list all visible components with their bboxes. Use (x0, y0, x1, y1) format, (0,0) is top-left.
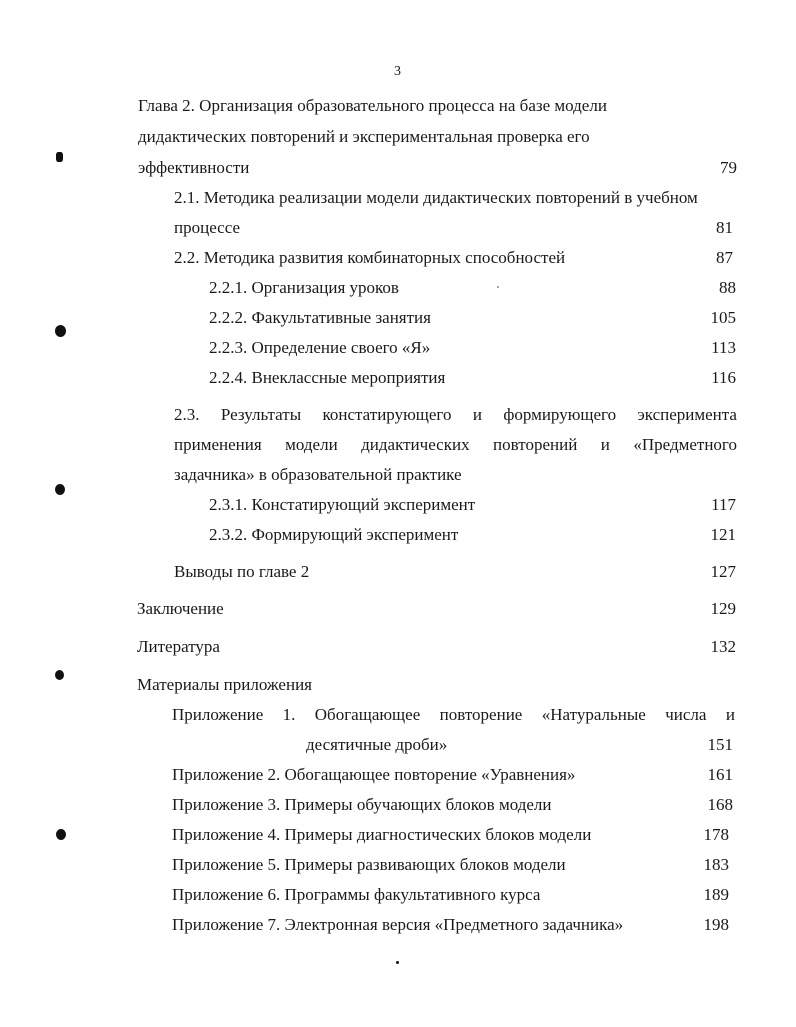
section-2-3-1: 2.3.1. Констатирующий эксперимент (209, 495, 476, 514)
word: и (472, 405, 482, 424)
section-2-3-line-3: задачника» в образовательной практике (174, 465, 462, 484)
section-2-2-3: 2.2.3. Определение своего «Я» (209, 338, 431, 357)
appendix-materials: Материалы приложения (137, 675, 312, 694)
section-2-2-4-page: 116 (711, 368, 736, 387)
appendix-5: Приложение 5. Примеры развивающих блоков модели (172, 855, 566, 874)
section-2-2-1-page: 88 (719, 278, 736, 297)
appendix-7-page: 198 (703, 915, 729, 934)
conclusion: Заключение (137, 599, 224, 618)
word: и (725, 705, 735, 724)
appendix-2: Приложение 2. Обогащающее повторение «Уравнения» (172, 765, 576, 784)
word: Обогащающее (314, 705, 421, 724)
chapter-page: 79 (720, 158, 737, 177)
chapter-title-line-3: эффективности (138, 158, 250, 177)
appendix-3-page: 168 (707, 795, 733, 814)
scan-punch-hole (55, 670, 64, 680)
word: повторений (493, 435, 578, 454)
word: применения (174, 435, 262, 454)
section-2-1-line-1: 2.1. Методика реализации модели дидактических повторений в учебном (174, 188, 698, 207)
appendix-5-page: 183 (703, 855, 729, 874)
scan-punch-hole (55, 484, 65, 495)
section-2-3-1-page: 117 (711, 495, 736, 514)
word: дидактических (361, 435, 470, 454)
section-2-2-2-page: 105 (710, 308, 736, 327)
appendix-1-page: 151 (707, 735, 733, 754)
chapter-conclusions: Выводы по главе 2 (174, 562, 310, 581)
chapter-title-line-1: Глава 2. Организация образовательного процесса на базе модели (138, 96, 607, 115)
section-2-2-2: 2.2.2. Факультативные занятия (209, 308, 431, 327)
section-2-2-page: 87 (716, 248, 733, 267)
scan-punch-hole (55, 325, 66, 337)
word: и (600, 435, 610, 454)
literature-page: 132 (710, 637, 736, 656)
chapter-title-line-2: дидактических повторений и экспериментальная проверка его (138, 127, 590, 146)
conclusion-page: 129 (710, 599, 736, 618)
word: Приложение (172, 705, 264, 724)
word: констатирующего (322, 405, 452, 424)
appendix-3: Приложение 3. Примеры обучающих блоков модели (172, 795, 552, 814)
section-2-2-1: 2.2.1. Организация уроков (209, 278, 399, 297)
word: числа (665, 705, 707, 724)
word: формирующего (503, 405, 617, 424)
scan-speck (56, 152, 63, 162)
section-2-2-4: 2.2.4. Внеклассные мероприятия (209, 368, 446, 387)
word: 1. (282, 705, 296, 724)
word: «Предметного (633, 435, 737, 454)
appendix-1-line-2: десятичные дроби» (306, 735, 448, 754)
scan-speck (396, 961, 399, 964)
section-2-3-line-2 (174, 434, 737, 456)
appendix-6-page: 189 (703, 885, 729, 904)
appendix-2-page: 161 (707, 765, 733, 784)
appendix-6: Приложение 6. Программы факультативного курса (172, 885, 541, 904)
word: повторение (439, 705, 523, 724)
literature: Литература (137, 637, 220, 656)
scan-punch-hole (56, 829, 66, 840)
word: 2.3. (174, 405, 200, 424)
section-2-2: 2.2. Методика развития комбинаторных способностей (174, 248, 566, 267)
scan-speck (497, 286, 499, 288)
word: «Натуральные (541, 705, 646, 724)
word: модели (285, 435, 338, 454)
word: эксперимента (637, 405, 737, 424)
appendix-1-line-1 (172, 704, 735, 726)
section-2-1-line-2: процессе (174, 218, 241, 237)
word: Результаты (220, 405, 302, 424)
section-2-3-line-1 (174, 404, 737, 426)
appendix-4: Приложение 4. Примеры диагностических блоков модели (172, 825, 592, 844)
appendix-7: Приложение 7. Электронная версия «Предметного задачника» (172, 915, 624, 934)
section-2-3-2-page: 121 (710, 525, 736, 544)
chapter-conclusions-page: 127 (710, 562, 736, 581)
section-2-2-3-page: 113 (711, 338, 736, 357)
section-2-1-page: 81 (716, 218, 733, 237)
section-2-3-2: 2.3.2. Формирующий эксперимент (209, 525, 459, 544)
page-number: 3 (394, 64, 401, 79)
appendix-4-page: 178 (703, 825, 729, 844)
